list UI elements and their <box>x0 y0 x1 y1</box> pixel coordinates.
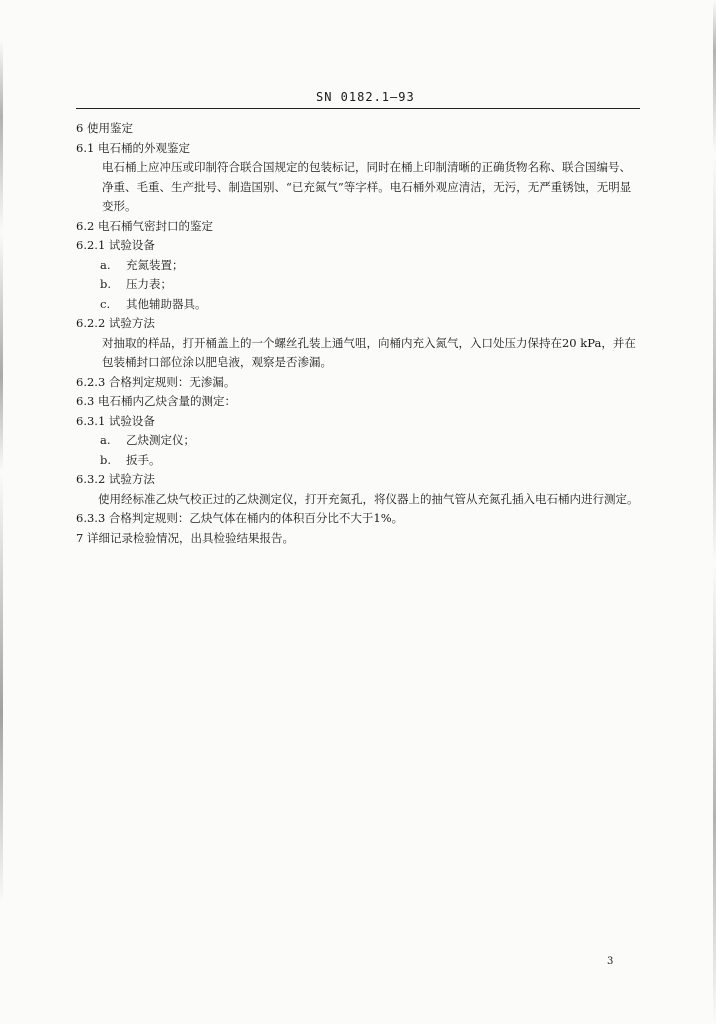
document-code: SN 0182.1—93 <box>316 90 415 104</box>
scan-edge-left <box>0 40 3 1000</box>
section-6-heading: 6 使用鉴定 <box>76 121 133 135</box>
section-7-text: 7 详细记录检验情况，出具检验结果报告。 <box>76 530 294 545</box>
section-6-3-1-heading: 6.3.1 试验设备 <box>76 413 155 428</box>
list-marker: b. <box>100 277 112 291</box>
list-marker: a. <box>100 257 111 272</box>
list-item <box>74 431 642 451</box>
list-item <box>74 256 642 276</box>
list-marker: a. <box>100 433 111 447</box>
section-6-2-2-paragraph: 对抽取的样品，打开桶盖上的一个螺丝孔装上通气咀，向桶内充入氮气，入口处压力保持在20 kPa，并在包装桶封口部位涂以肥皂液，观察是否渗漏。 <box>102 335 636 369</box>
list-item <box>74 451 642 471</box>
page-number: 3 <box>607 956 614 967</box>
section-6-2-heading: 6.2 电石桶气密封口的鉴定 <box>76 218 213 233</box>
list-text: 其他辅助器具。 <box>126 296 207 311</box>
section-6-1-heading: 6.1 电石桶的外观鉴定 <box>76 140 190 155</box>
section-6-3-2-paragraph: 使用经标准乙炔气校正过的乙炔测定仪，打开充氮孔，将仪器上的抽气管从充氮孔插入电石桶内进行测定。 <box>98 491 639 506</box>
section-6-2-1-heading: 6.2.1 试验设备 <box>76 238 155 252</box>
section-6-2-3-rule: 6.2.3 合格判定规则：无渗漏。 <box>76 374 236 389</box>
section-6-3-3-rule: 6.3.3 合格判定规则：乙炔气体在桶内的体积百分比不大于1%。 <box>76 511 404 525</box>
list-text: 乙炔测定仪； <box>126 433 195 447</box>
list-text: 扳手。 <box>126 452 161 467</box>
section-6-3-heading: 6.3 电石桶内乙炔含量的测定： <box>76 394 236 408</box>
header-rule <box>76 108 640 109</box>
section-6-3-2-heading: 6.3.2 试验方法 <box>76 472 155 486</box>
list-item <box>74 275 642 295</box>
list-text: 压力表； <box>126 277 172 291</box>
list-marker: c. <box>100 296 111 311</box>
list-text: 充氮装置； <box>126 257 184 272</box>
section-6-2-2-heading: 6.2.2 试验方法 <box>76 316 155 330</box>
section-6-1-paragraph: 电石桶上应冲压或印制符合联合国规定的包装标记，同时在桶上印制清晰的正确货物名称、联合国编号、净重、毛重、生产批号、制造国别、“已充氮气”等字样。电石桶外观应清洁，无污，无严重锈蚀，无明显变形。 <box>102 160 632 213</box>
list-marker: b. <box>100 452 112 467</box>
list-item <box>74 295 642 315</box>
document-body <box>74 119 642 548</box>
